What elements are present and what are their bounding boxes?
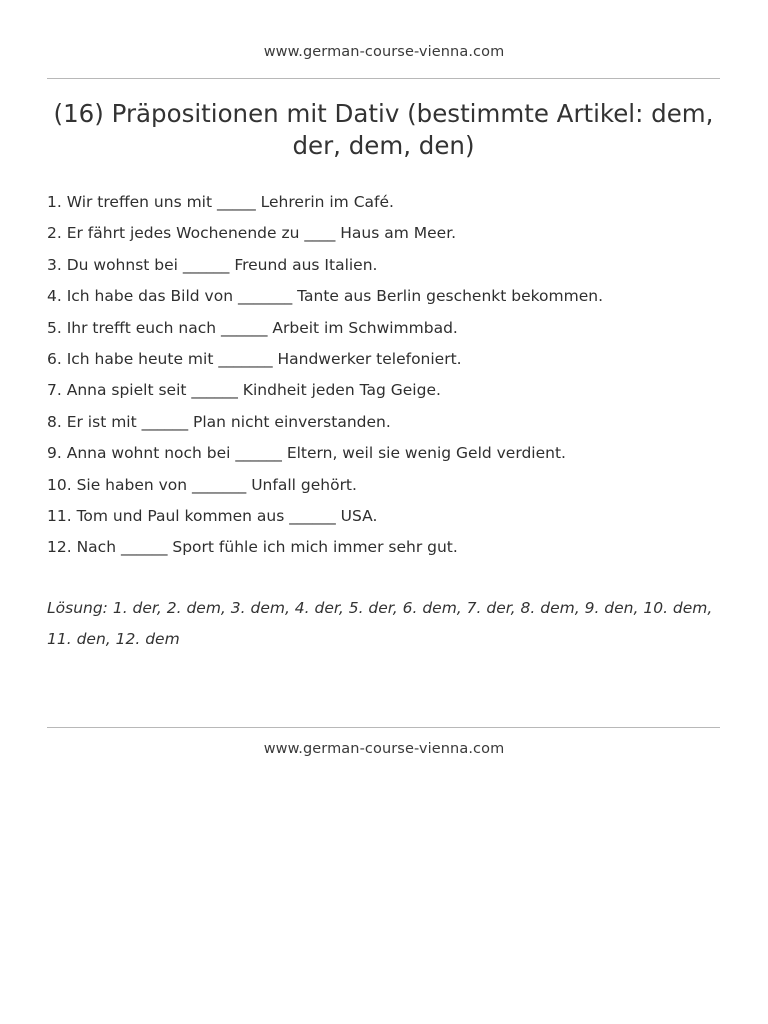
exercise-item: 9. Anna wohnt noch bei ______ Eltern, weil sie wenig Geld verdient. (47, 444, 566, 463)
footer-url[interactable]: www.german-course-vienna.com (263, 741, 505, 757)
bottom-divider (47, 727, 720, 728)
exercise-item: 10. Sie haben von _______ Unfall gehört. (47, 475, 357, 494)
exercise-item: 1. Wir treffen uns mit _____ Lehrerin im Café. (47, 193, 394, 211)
exercise-list (47, 187, 727, 564)
exercise-item: 2. Er fährt jedes Wochenende zu ____ Haus am Meer. (47, 224, 457, 243)
exercise-item: 7. Anna spielt seit ______ Kindheit jeden Tag Geige. (47, 381, 441, 400)
page-title: (16) Präpositionen mit Dativ (bestimmte Artikel: dem, der, dem, den) (53, 99, 714, 160)
top-divider (47, 78, 720, 79)
exercise-item: 11. Tom und Paul kommen aus ______ USA. (47, 506, 378, 525)
exercise-item: 3. Du wohnst bei ______ Freund aus Italien. (47, 255, 378, 274)
header-url[interactable]: www.german-course-vienna.com (263, 44, 505, 60)
solution-text: Lösung: 1. der, 2. dem, 3. dem, 4. der, 5. der, 6. dem, 7. der, 8. dem, 9. den, 10. dem, 11. den, 12. dem (47, 599, 713, 649)
exercise-item: 6. Ich habe heute mit _______ Handwerker telefoniert. (47, 349, 462, 368)
exercise-item: 12. Nach ______ Sport fühle ich mich immer sehr gut. (47, 538, 458, 557)
exercise-item: 4. Ich habe das Bild von _______ Tante aus Berlin geschenkt bekommen. (47, 287, 604, 306)
exercise-item: 5. Ihr trefft euch nach ______ Arbeit im Schwimmbad. (47, 318, 458, 337)
exercise-item: 8. Er ist mit ______ Plan nicht einverstanden. (47, 412, 391, 431)
